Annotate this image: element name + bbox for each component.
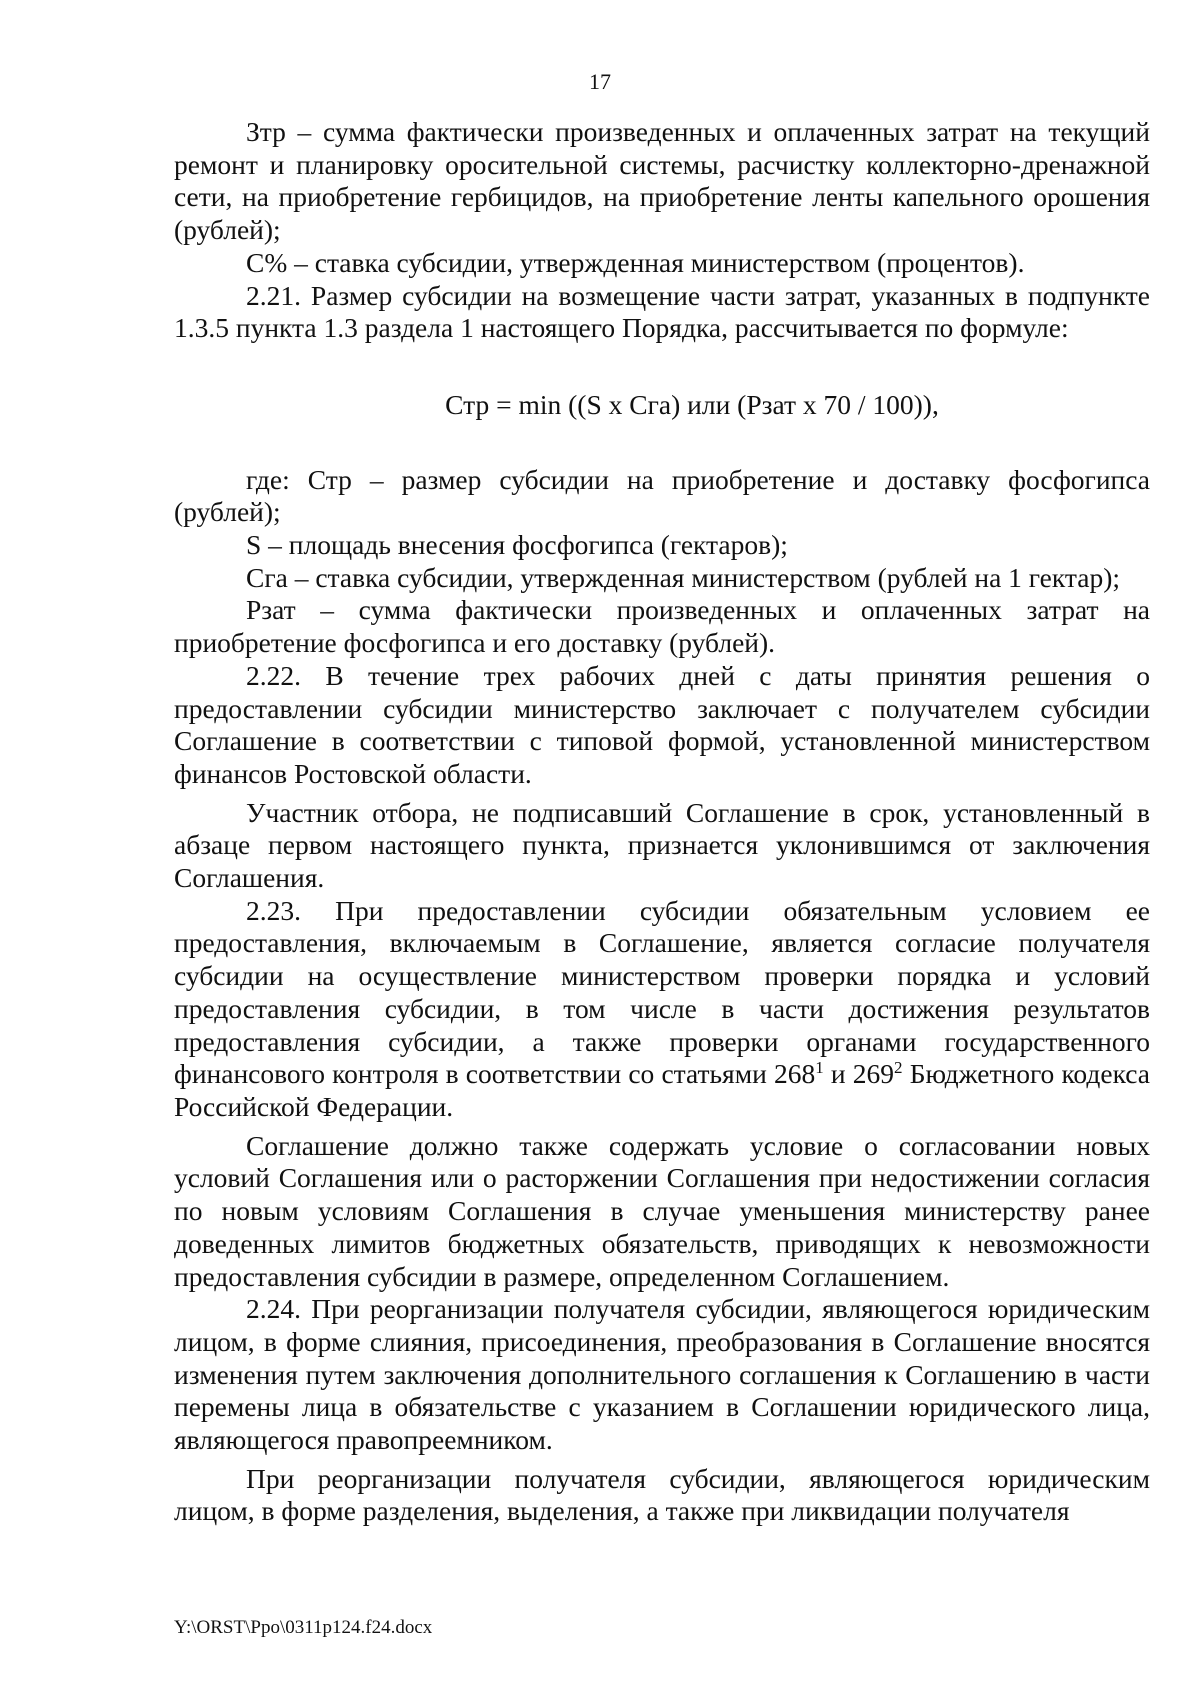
paragraph-2-21: 2.21. Размер субсидии на возмещение части затрат, указанных в подпункте 1.3.5 пункта 1.3 раздела 1 настоящего Порядка, рассчитывается по формуле: — [174, 279, 1150, 344]
paragraph-str-definition: где: Стр – размер субсидии на приобретение и доставку фосфогипса (рублей); — [174, 463, 1150, 528]
paragraph-2-23-text-a: 2.23. При предоставлении субсидии обязательным условием ее предоставления, включаемым в Соглашение, является согласие получателя субсидии на осуществление министерством проверки порядка и условий предоставления субсидии, в том числе в части достижения результатов предоставления субсидии, а также проверки органами государственного финансового контроля в соответствии со статьями 268 — [174, 894, 1150, 1090]
paragraph-s-definition: S – площадь внесения фосфогипса (гектаров); — [246, 529, 788, 561]
paragraph-2-23-text-b: и 269 — [823, 1058, 895, 1090]
paragraph-2-23-text-c: Бюджетного кодекса Российской Федерации. — [174, 1058, 1150, 1122]
document-body — [174, 116, 1150, 1528]
paragraph-reorganization-division: При реорганизации получателя субсидии, являющегося юридическим лицом, в форме разделения, выделения, а также при ликвидации получателя — [174, 1462, 1150, 1527]
page-number: 17 — [589, 69, 611, 94]
superscript-2: 2 — [894, 1058, 903, 1078]
paragraph-participant-evasion: Участник отбора, не подписавший Соглашение в срок, установленный в абзаце первом настоящего пункта, признается уклонившимся от заключения Соглашения. — [174, 796, 1150, 894]
superscript-1: 1 — [815, 1058, 824, 1078]
paragraph-rzat-definition: Рзат – сумма фактически произведенных и оплаченных затрат на приобретение фосфогипса и его доставку (рублей). — [174, 594, 1150, 659]
paragraph-agreement-conditions: Соглашение должно также содержать условие о согласовании новых условий Соглашения или о расторжении Соглашения при недостижении согласия по новым условиям Соглашения в случае уменьшения министерству ранее доведенных лимитов бюджетных обязательств, приводящих к невозможности предоставления субсидии в размере, определенном Соглашением. — [174, 1129, 1150, 1292]
paragraph-ztr-definition: Зтр – сумма фактически произведенных и оплаченных затрат на текущий ремонт и планировку оросительной системы, расчистку коллекторно-дренажной сети, на приобретение гербицидов, на приобретение ленты капельного орошения (рублей); — [174, 116, 1150, 246]
formula: Стр = min ((S х Сга) или (Рзат х 70 / 100)), — [445, 388, 939, 420]
paragraph-subsidy-rate-percent: С% – ставка субсидии, утвержденная министерством (процентов). — [246, 246, 1025, 278]
paragraph-2-24: 2.24. При реорганизации получателя субсидии, являющегося юридическим лицом, в форме слияния, присоединения, преобразования в Соглашение вносятся изменения путем заключения дополнительного соглашения к Соглашению в части перемены лица в обязательстве с указанием в Соглашении юридического лица, являющегося правопреемником. — [174, 1293, 1150, 1456]
footer-file-path: Y:\ORST\Ppo\0311p124.f24.docx — [174, 1617, 433, 1638]
paragraph-2-23 — [174, 895, 1150, 1124]
paragraph-sga-definition: Сга – ставка субсидии, утвержденная министерством (рублей на 1 гектар); — [246, 561, 1120, 593]
paragraph-2-22: 2.22. В течение трех рабочих дней с даты принятия решения о предоставлении субсидии министерство заключает с получателем субсидии Соглашение в соответствии с типовой формой, установленной министерством финансов Ростовской области. — [174, 659, 1150, 789]
